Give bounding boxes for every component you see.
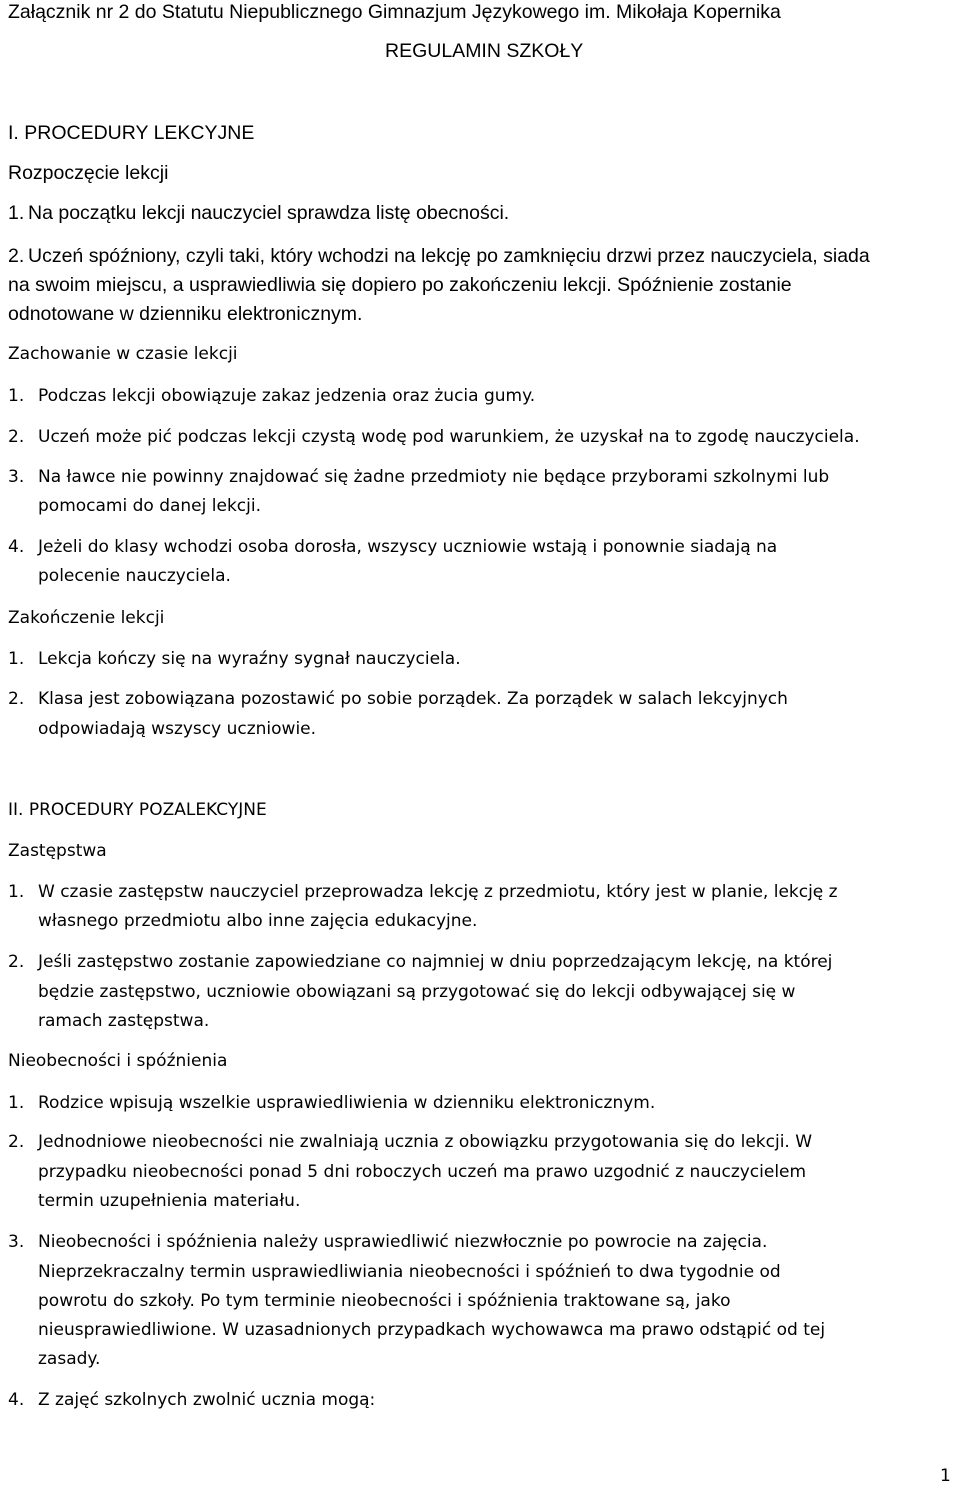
list-item-text: odnotowane w dzienniku elektronicznym. <box>8 303 363 325</box>
list-item-text: przypadku nieobecności ponad 5 dni roboczych uczeń ma prawo uzgodnić z nauczycielem <box>38 1162 807 1182</box>
list-item-text: pomocami do danej lekcji. <box>38 496 261 516</box>
list-item-number: 1. <box>8 386 25 406</box>
list-item-text: termin uzupełnienia materiału. <box>38 1191 301 1211</box>
list-item-number: 1. <box>8 1093 25 1113</box>
subheading-substitutions: Zastępstwa <box>8 841 107 861</box>
list-item-number: 2. <box>8 245 25 267</box>
list-item-text: na swoim miejscu, a usprawiedliwia się dopiero po zakończeniu lekcji. Spóźnienie zostanie <box>8 274 792 296</box>
list-item-number: 1. <box>8 882 25 902</box>
list-item-number: 1. <box>8 202 25 224</box>
list-item-text: Jeżeli do klasy wchodzi osoba dorosła, wszyscy uczniowie wstają i ponownie siadają na <box>38 537 778 557</box>
subheading-lesson-start: Rozpoczęcie lekcji <box>8 162 169 184</box>
list-item-number: 3. <box>8 467 25 487</box>
section-heading-extracurricular-procedures: II. PROCEDURY POZALEKCYJNE <box>8 800 267 820</box>
document-title: REGULAMIN SZKOŁY <box>385 40 584 62</box>
list-item-number: 1. <box>8 649 25 669</box>
list-item-number: 4. <box>8 537 25 557</box>
list-item-text: Uczeń może pić podczas lekcji czystą wodę pod warunkiem, że uzyskał na to zgodę nauczyciela. <box>38 427 860 447</box>
list-item-text: Na ławce nie powinny znajdować się żadne przedmioty nie będące przyborami szkolnymi lub <box>38 467 830 487</box>
list-item-text: powrotu do szkoły. Po tym terminie nieobecności i spóźnienia traktowane są, jako <box>38 1291 731 1311</box>
subheading-lesson-end: Zakończenie lekcji <box>8 608 165 628</box>
list-item-text: Nieprzekraczalny termin usprawiedliwiania nieobecności i spóźnień to dwa tygodnie od <box>38 1262 781 1282</box>
list-item-text: Nieobecności i spóźnienia należy usprawiedliwić niezwłocznie po powrocie na zajęcia. <box>38 1232 768 1252</box>
list-item-text: Podczas lekcji obowiązuje zakaz jedzenia oraz żucia gumy. <box>38 386 536 406</box>
list-item-text: Jeśli zastępstwo zostanie zapowiedziane co najmniej w dniu poprzedzającym lekcję, na której <box>38 952 833 972</box>
list-item-text: ramach zastępstwa. <box>38 1011 210 1031</box>
list-item-text: Jednodniowe nieobecności nie zwalniają ucznia z obowiązku przygotowania się do lekcji. W <box>38 1132 813 1152</box>
section-heading-lesson-procedures: I. PROCEDURY LEKCYJNE <box>8 122 255 144</box>
list-item-text: będzie zastępstwo, uczniowie obowiązani są przygotować się do lekcji odbywającej się w <box>38 982 796 1002</box>
list-item-text: Rodzice wpisują wszelkie usprawiedliwienia w dzienniku elektronicznym. <box>38 1093 656 1113</box>
list-item-text: własnego przedmiotu albo inne zajęcia edukacyjne. <box>38 911 478 931</box>
list-item-number: 4. <box>8 1390 25 1410</box>
list-item-number: 3. <box>8 1232 25 1252</box>
page-number: 1 <box>940 1466 951 1486</box>
list-item-number: 2. <box>8 952 25 972</box>
list-item-number: 2. <box>8 1132 25 1152</box>
subheading-behavior: Zachowanie w czasie lekcji <box>8 344 238 364</box>
list-item-text: polecenie nauczyciela. <box>38 566 231 586</box>
list-item-text: zasady. <box>38 1349 101 1369</box>
attachment-line: Załącznik nr 2 do Statutu Niepublicznego Gimnazjum Językowego im. Mikołaja Kopernika <box>8 1 781 23</box>
list-item-number: 2. <box>8 689 25 709</box>
list-item-text: Na początku lekcji nauczyciel sprawdza listę obecności. <box>28 202 510 224</box>
list-item-text: Uczeń spóźniony, czyli taki, który wchodzi na lekcję po zamknięciu drzwi przez nauczyciela, siada <box>28 245 870 267</box>
list-item-text: Z zajęć szkolnych zwolnić ucznia mogą: <box>38 1390 376 1410</box>
subheading-absences: Nieobecności i spóźnienia <box>8 1051 228 1071</box>
list-item-text: odpowiadają wszyscy uczniowie. <box>38 719 317 739</box>
list-item-text: Klasa jest zobowiązana pozostawić po sobie porządek. Za porządek w salach lekcyjnych <box>38 689 788 709</box>
list-item-text: Lekcja kończy się na wyraźny sygnał nauczyciela. <box>38 649 461 669</box>
list-item-text: W czasie zastępstw nauczyciel przeprowadza lekcję z przedmiotu, który jest w planie, lekcję z <box>38 882 838 902</box>
list-item-text: nieusprawiedliwione. W uzasadnionych przypadkach wychowawca ma prawo odstąpić od tej <box>38 1320 826 1340</box>
list-item-number: 2. <box>8 427 25 447</box>
